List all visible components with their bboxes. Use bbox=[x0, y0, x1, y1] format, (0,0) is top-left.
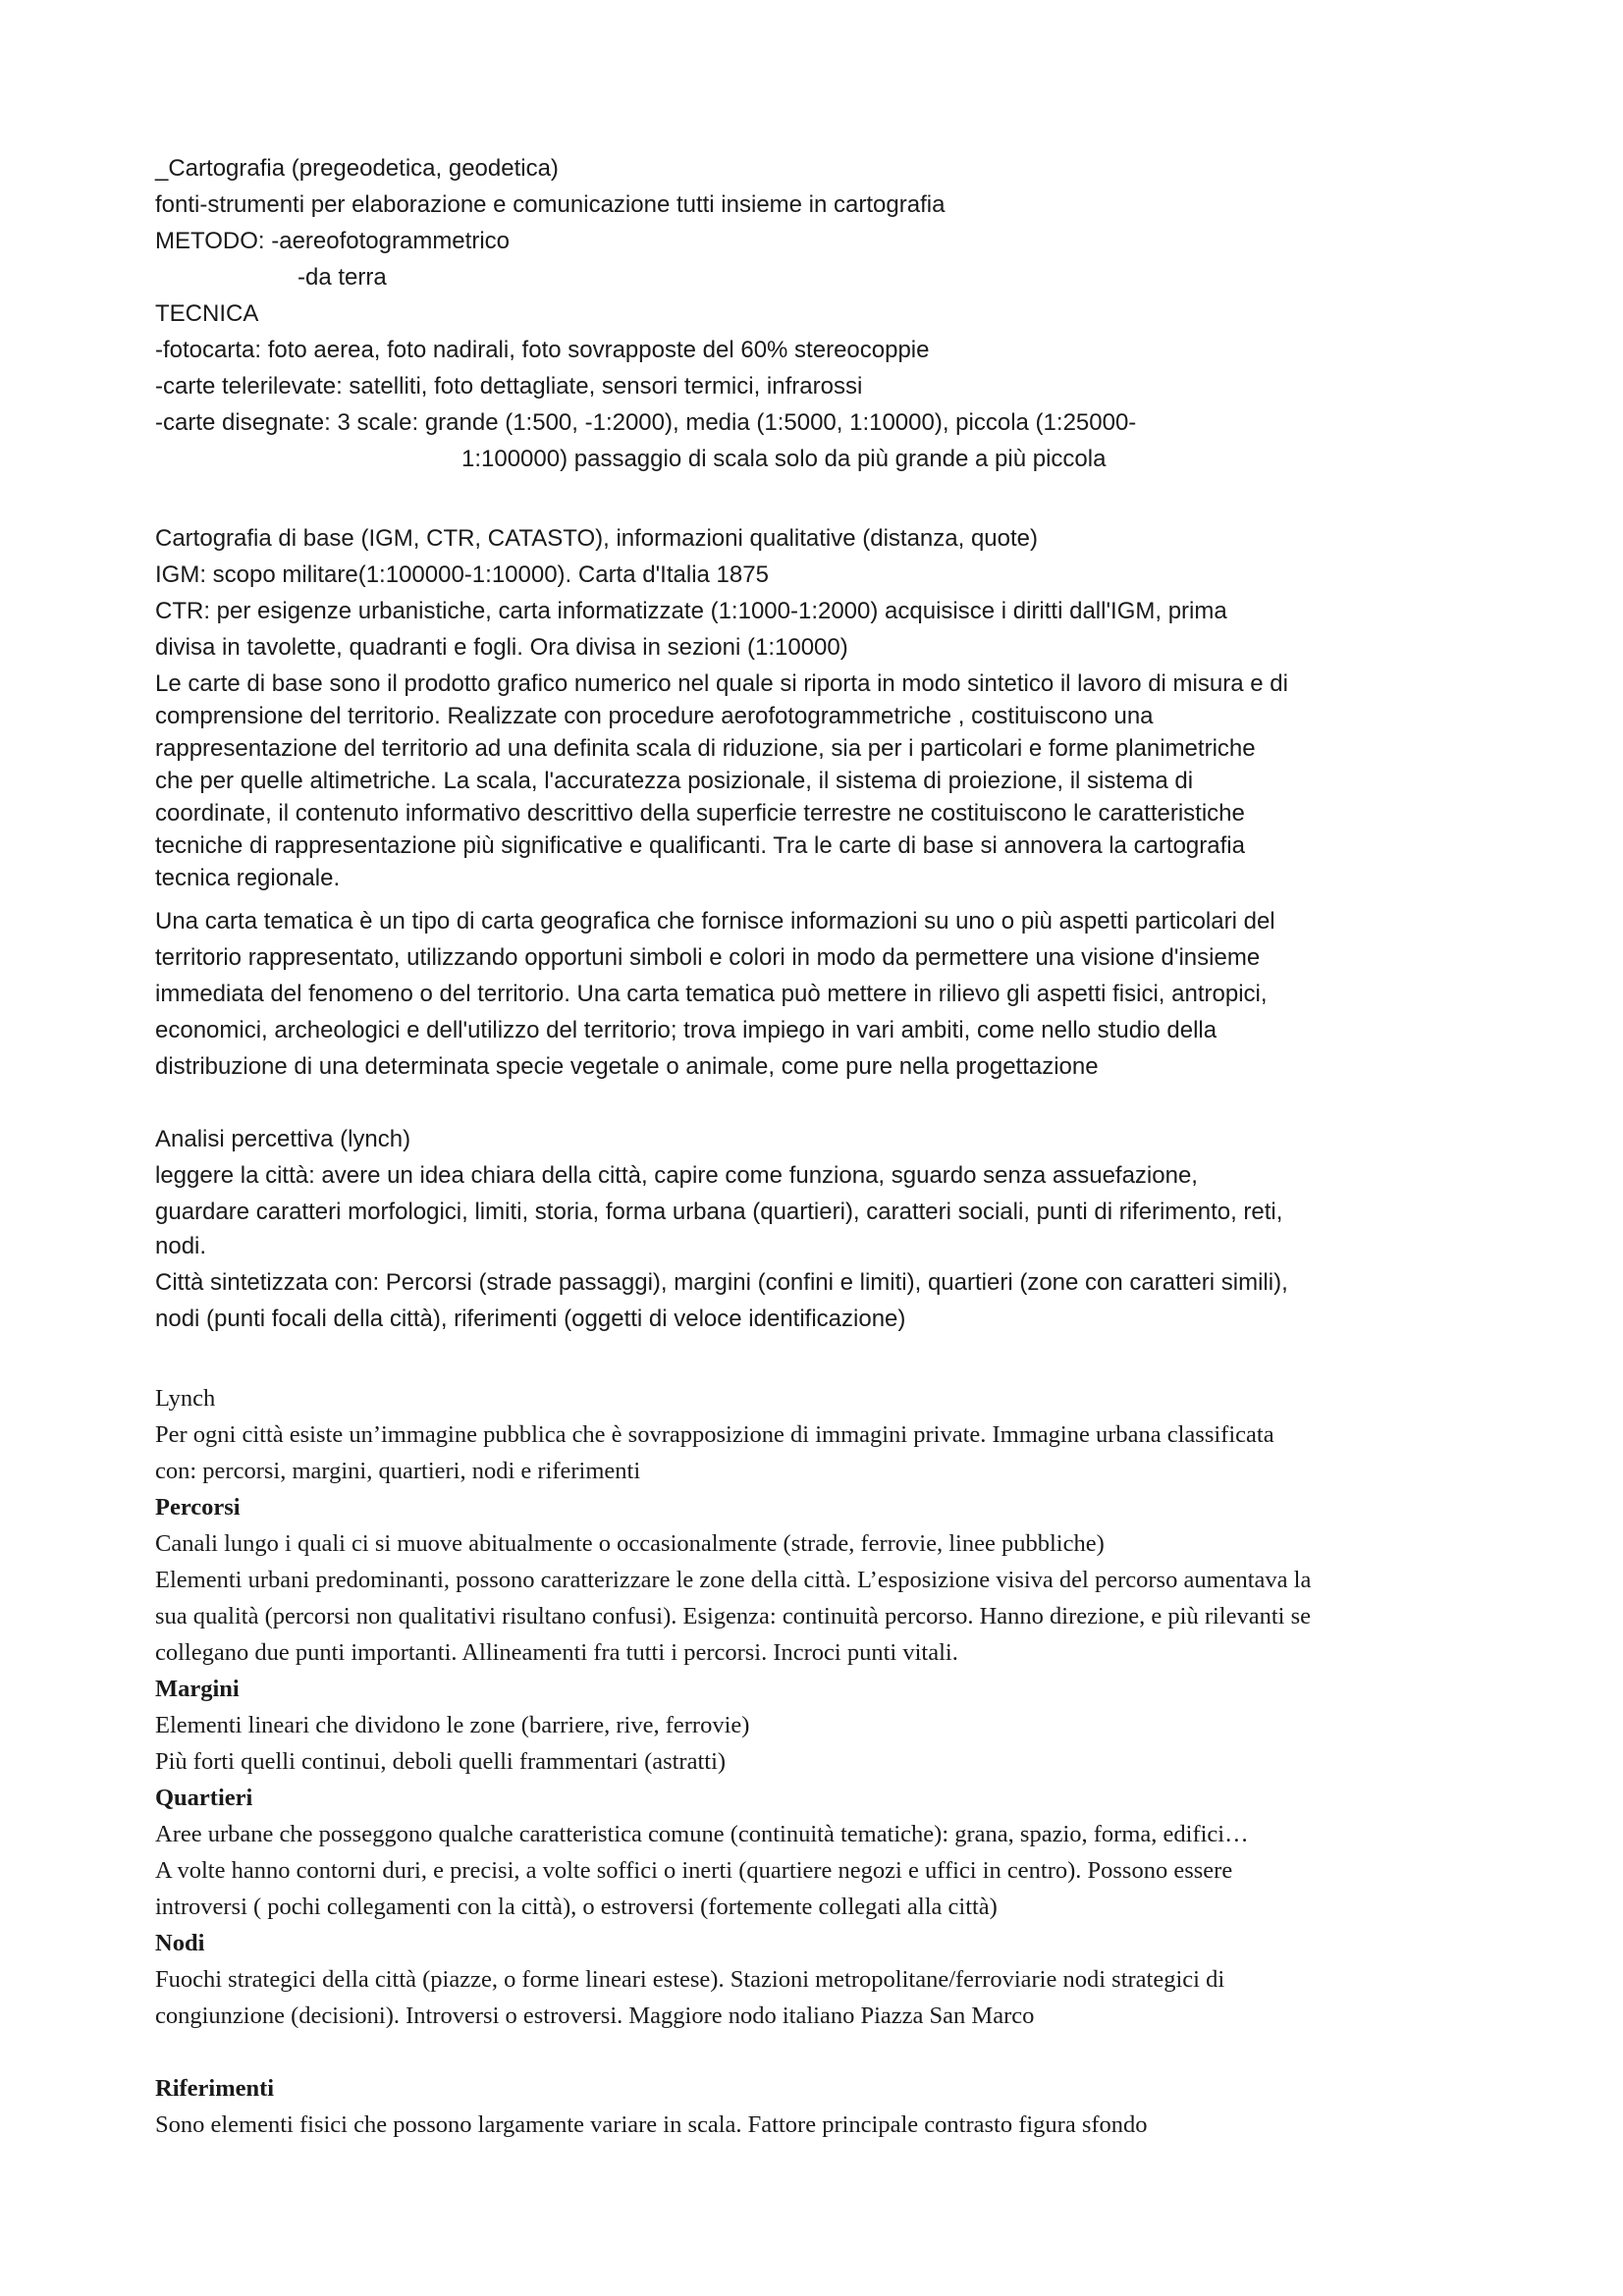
leggere-line: nodi. bbox=[155, 1233, 207, 1259]
percorsi-line: collegano due punti importanti. Allineamenti fra tutti i percorsi. Incroci punti vitali. bbox=[155, 1639, 958, 1666]
percorsi-heading: Percorsi bbox=[155, 1494, 241, 1521]
metodo-label: METODO: -aereofotogrammetrico bbox=[155, 228, 510, 254]
ctr-line: CTR: per esigenze urbanistiche, carta informatizzate (1:1000-1:2000) acquisisce i diritti dall'IGM, prima bbox=[155, 598, 1227, 624]
nodi-heading: Nodi bbox=[155, 1930, 205, 1956]
carte-base-line: tecnica regionale. bbox=[155, 865, 341, 891]
margini-heading: Margini bbox=[155, 1676, 240, 1702]
tecnica-item: -fotocarta: foto aerea, foto nadirali, foto sovrapposte del 60% stereocoppie bbox=[155, 337, 930, 363]
sintetizzata-line: Città sintetizzata con: Percorsi (strade passaggi), margini (confini e limiti), quartieri (zone con caratteri simili), bbox=[155, 1269, 1288, 1296]
quartieri-heading: Quartieri bbox=[155, 1785, 253, 1811]
section3-heading: Analisi percettiva (lynch) bbox=[155, 1126, 411, 1152]
tematica-line: territorio rappresentato, utilizzando opportuni simboli e colori in modo da permettere una visione d'insieme bbox=[155, 944, 1261, 971]
section1-title: _Cartografia (pregeodetica, geodetica) bbox=[155, 155, 559, 182]
leggere-line: leggere la città: avere un idea chiara della città, capire come funziona, sguardo senza assuefazione, bbox=[155, 1162, 1198, 1189]
tecnica-item: -carte disegnate: 3 scale: grande (1:500, -1:2000), media (1:5000, 1:10000), piccola (1:25000- bbox=[155, 409, 1137, 436]
quartieri-line: introversi ( pochi collegamenti con la città), o estroversi (fortemente collegati alla città) bbox=[155, 1894, 998, 1920]
nodi-line: Fuochi strategici della città (piazze, o forme lineari estese). Stazioni metropolitane/ferroviarie nodi strategici di bbox=[155, 1966, 1225, 1993]
tematica-line: Una carta tematica è un tipo di carta geografica che fornisce informazioni su uno o più aspetti particolari del bbox=[155, 908, 1275, 934]
section2-heading: Cartografia di base (IGM, CTR, CATASTO), informazioni qualitative (distanza, quote) bbox=[155, 525, 1039, 552]
metodo-sub: -da terra bbox=[298, 264, 387, 291]
carte-base-line: rappresentazione del territorio ad una definita scala di riduzione, sia per i particolari e forme planimetriche bbox=[155, 735, 1256, 762]
riferimenti-heading: Riferimenti bbox=[155, 2075, 275, 2102]
lynch-intro-line: con: percorsi, margini, quartieri, nodi e riferimenti bbox=[155, 1458, 641, 1484]
section1-intro: fonti-strumenti per elaborazione e comunicazione tutti insieme in cartografia bbox=[155, 191, 946, 218]
percorsi-line: Canali lungo i quali ci si muove abitualmente o occasionalmente (strade, ferrovie, linee pubbliche) bbox=[155, 1530, 1105, 1557]
igm-line: IGM: scopo militare(1:100000-1:10000). Carta d'Italia 1875 bbox=[155, 561, 769, 588]
tematica-line: economici, archeologici e dell'utilizzo del territorio; trova impiego in vari ambiti, come nello studio della bbox=[155, 1017, 1217, 1043]
margini-line: Più forti quelli continui, deboli quelli frammentari (astratti) bbox=[155, 1748, 727, 1775]
tecnica-item: 1:100000) passaggio di scala solo da più grande a più piccola bbox=[461, 446, 1107, 472]
tecnica-item: -carte telerilevate: satelliti, foto dettagliate, sensori termici, infrarossi bbox=[155, 373, 863, 400]
quartieri-line: Aree urbane che posseggono qualche caratteristica comune (continuità tematiche): grana, spazio, forma, edifici… bbox=[155, 1821, 1249, 1847]
margini-line: Elementi lineari che dividono le zone (barriere, rive, ferrovie) bbox=[155, 1712, 750, 1738]
carte-base-line: che per quelle altimetriche. La scala, l'accuratezza posizionale, il sistema di proiezione, il sistema di bbox=[155, 768, 1194, 794]
tematica-line: distribuzione di una determinata specie vegetale o animale, come pure nella progettazione bbox=[155, 1053, 1099, 1080]
quartieri-line: A volte hanno contorni duri, e precisi, a volte soffici o inerti (quartiere negozi e uffici in centro). Possono essere bbox=[155, 1857, 1233, 1884]
carte-base-line: coordinate, il contenuto informativo descrittivo della superficie terrestre ne costituiscono le caratteristiche bbox=[155, 800, 1245, 827]
carte-base-line: comprensione del territorio. Realizzate con procedure aerofotogrammetriche , costituiscono una bbox=[155, 703, 1154, 729]
carte-base-line: Le carte di base sono il prodotto grafico numerico nel quale si riporta in modo sintetico il lavoro di misura e di bbox=[155, 670, 1288, 697]
riferimenti-line: Sono elementi fisici che possono largamente variare in scala. Fattore principale contrasto figura sfondo bbox=[155, 2111, 1148, 2138]
percorsi-line: Elementi urbani predominanti, possono caratterizzare le zone della città. L’esposizione visiva del percorso aumentava la bbox=[155, 1567, 1312, 1593]
carte-base-line: tecniche di rappresentazione più significative e qualificanti. Tra le carte di base si annovera la cartografia bbox=[155, 832, 1245, 859]
nodi-line: congiunzione (decisioni). Introversi o estroversi. Maggiore nodo italiano Piazza San Marco bbox=[155, 2002, 1035, 2029]
lynch-intro-line: Per ogni città esiste un’immagine pubblica che è sovrapposizione di immagini private. Immagine urbana classificata bbox=[155, 1421, 1274, 1448]
leggere-line: guardare caratteri morfologici, limiti, storia, forma urbana (quartieri), caratteri sociali, punti di riferimento, reti, bbox=[155, 1199, 1283, 1225]
tecnica-label: TECNICA bbox=[155, 300, 259, 327]
percorsi-line: sua qualità (percorsi non qualitativi risultano confusi). Esigenza: continuità percorso. Hanno direzione, e più rilevanti se bbox=[155, 1603, 1312, 1629]
sintetizzata-line: nodi (punti focali della città), riferimenti (oggetti di veloce identificazione) bbox=[155, 1306, 906, 1332]
tematica-line: immediata del fenomeno o del territorio. Una carta tematica può mettere in rilievo gli aspetti fisici, antropici, bbox=[155, 981, 1268, 1007]
ctr-line: divisa in tavolette, quadranti e fogli. Ora divisa in sezioni (1:10000) bbox=[155, 634, 848, 661]
section4-title: Lynch bbox=[155, 1385, 216, 1412]
